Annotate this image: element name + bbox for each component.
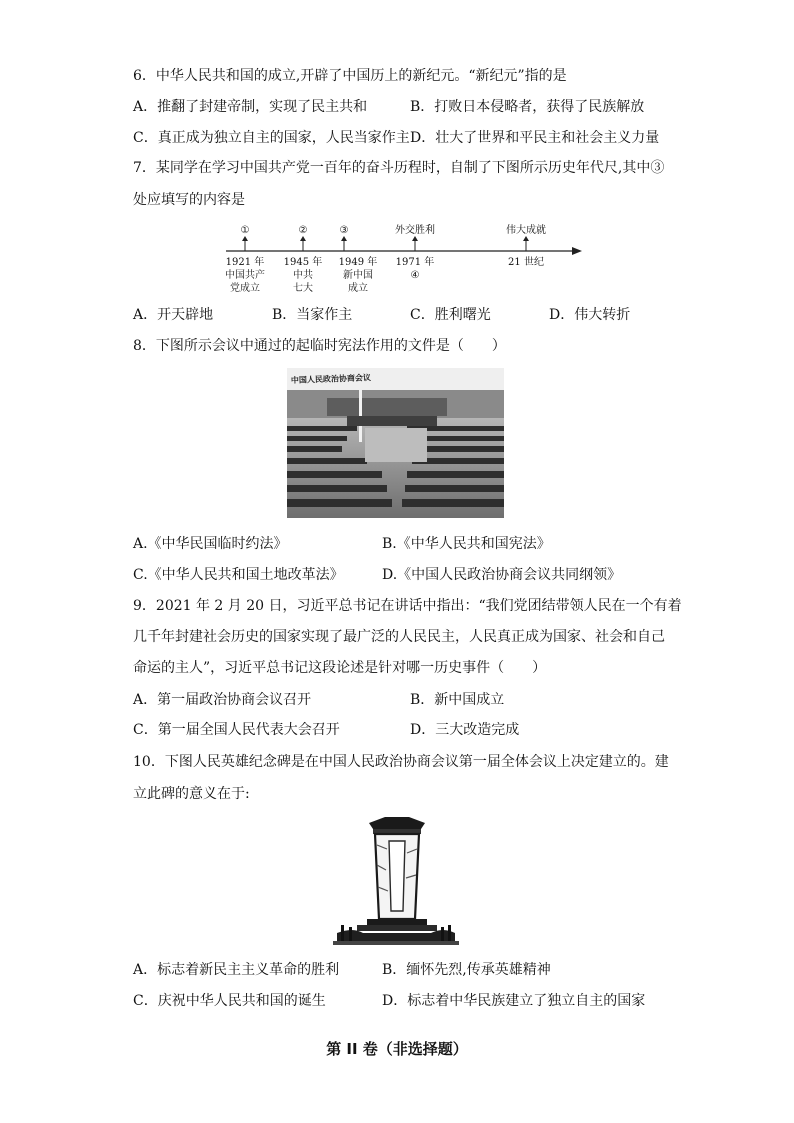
timeline-arrow	[572, 247, 582, 255]
q8-stem: 8．下图所示会议中通过的起临时宪法作用的文件是（ ）	[133, 338, 506, 354]
timeline-sub-2a: 中共	[293, 270, 313, 281]
timeline-top-1: ①	[240, 225, 250, 236]
timeline-sub-1b: 党成立	[230, 283, 260, 294]
monument-image	[333, 815, 459, 948]
q9-stem-line1: 9．2021 年 2 月 20 日，习近平总书记在讲话中指出：“我们党团结带领人民在一个有着	[133, 598, 682, 614]
timeline-year-5: 21 世纪	[508, 257, 544, 268]
q6-stem: 6．中华人民共和国的成立,开辟了中国历上的新纪元。“新纪元”指的是	[133, 68, 567, 84]
timeline-top-5: 伟大成就	[506, 225, 546, 236]
q7-stem-line2: 处应填写的内容是	[133, 192, 245, 208]
timeline-sub-1a: 中国共产	[225, 270, 265, 281]
q7-stem-line1: 7．某同学在学习中国共产党一百年的奋斗历程时，自制了下图所示历史年代尺,其中③	[133, 160, 665, 176]
q6-option-c: C．真正成为独立自主的国家，人民当家作主	[133, 130, 410, 146]
q10-option-c: C．庆祝中华人民共和国的诞生	[133, 993, 326, 1009]
q9-option-d: D．三大改造完成	[410, 722, 520, 738]
q6-option-b: B．打败日本侵略者，获得了民族解放	[410, 99, 645, 115]
q6-option-a: A．推翻了封建帝制，实现了民主共和	[133, 99, 368, 115]
timeline-sub-2b: 七大	[293, 283, 313, 294]
q9-option-b: B．新中国成立	[410, 692, 505, 708]
conference-photo	[287, 368, 504, 518]
q8-option-a: A.《中华民国临时约法》	[133, 536, 288, 552]
timeline-top-3: ③	[339, 225, 349, 236]
timeline-sub-3b: 成立	[348, 283, 368, 294]
q6-option-d: D．壮大了世界和平民主和社会主义力量	[410, 130, 660, 146]
q7-option-c: C．胜利曙光	[410, 307, 491, 323]
q9-stem-line3: 命运的主人”，习近平总书记这段论述是针对哪一历史事件（ ）	[133, 660, 547, 676]
q8-option-c: C.《中华人民共和国土地改革法》	[133, 567, 344, 583]
timeline-year-4: 1971 年	[395, 257, 435, 268]
photo-banner-text: 中国人民政治协商会议	[290, 373, 372, 385]
timeline-figure	[220, 222, 590, 298]
q7-option-b: B．当家作主	[272, 307, 353, 323]
timeline-top-4: 外交胜利	[395, 225, 435, 236]
timeline-sub-4a: ④	[410, 270, 420, 281]
q10-stem-line1: 10．下图人民英雄纪念碑是在中国人民政治协商会议第一届全体会议上决定建立的。建	[133, 754, 669, 770]
q10-option-d: D．标志着中华民族建立了独立自主的国家	[382, 993, 646, 1009]
timeline-year-3: 1949 年	[338, 257, 378, 268]
q10-option-b: B．缅怀先烈,传承英雄精神	[382, 962, 551, 978]
q7-option-d: D．伟大转折	[549, 307, 631, 323]
timeline-top-2: ②	[298, 225, 308, 236]
q7-option-a: A．开天辟地	[133, 307, 214, 323]
timeline-year-2: 1945 年	[283, 257, 323, 268]
section-heading: 第 II 卷（非选择题）	[326, 1040, 468, 1058]
q9-stem-line2: 几千年封建社会历史的国家实现了最广泛的人民民主，人民真正成为国家、社会和自己	[133, 629, 665, 645]
q10-option-a: A．标志着新民主主义革命的胜利	[133, 962, 340, 978]
q8-option-b: B.《中华人民共和国宪法》	[382, 536, 551, 552]
timeline-year-1: 1921 年	[225, 257, 265, 268]
timeline-sub-3a: 新中国	[343, 270, 373, 281]
q9-option-a: A．第一届政治协商会议召开	[133, 692, 312, 708]
q9-option-c: C．第一届全国人民代表大会召开	[133, 722, 340, 738]
q10-stem-line2: 立此碑的意义在于:	[133, 786, 250, 802]
q8-option-d: D.《中国人民政治协商会议共同纲领》	[382, 567, 622, 583]
